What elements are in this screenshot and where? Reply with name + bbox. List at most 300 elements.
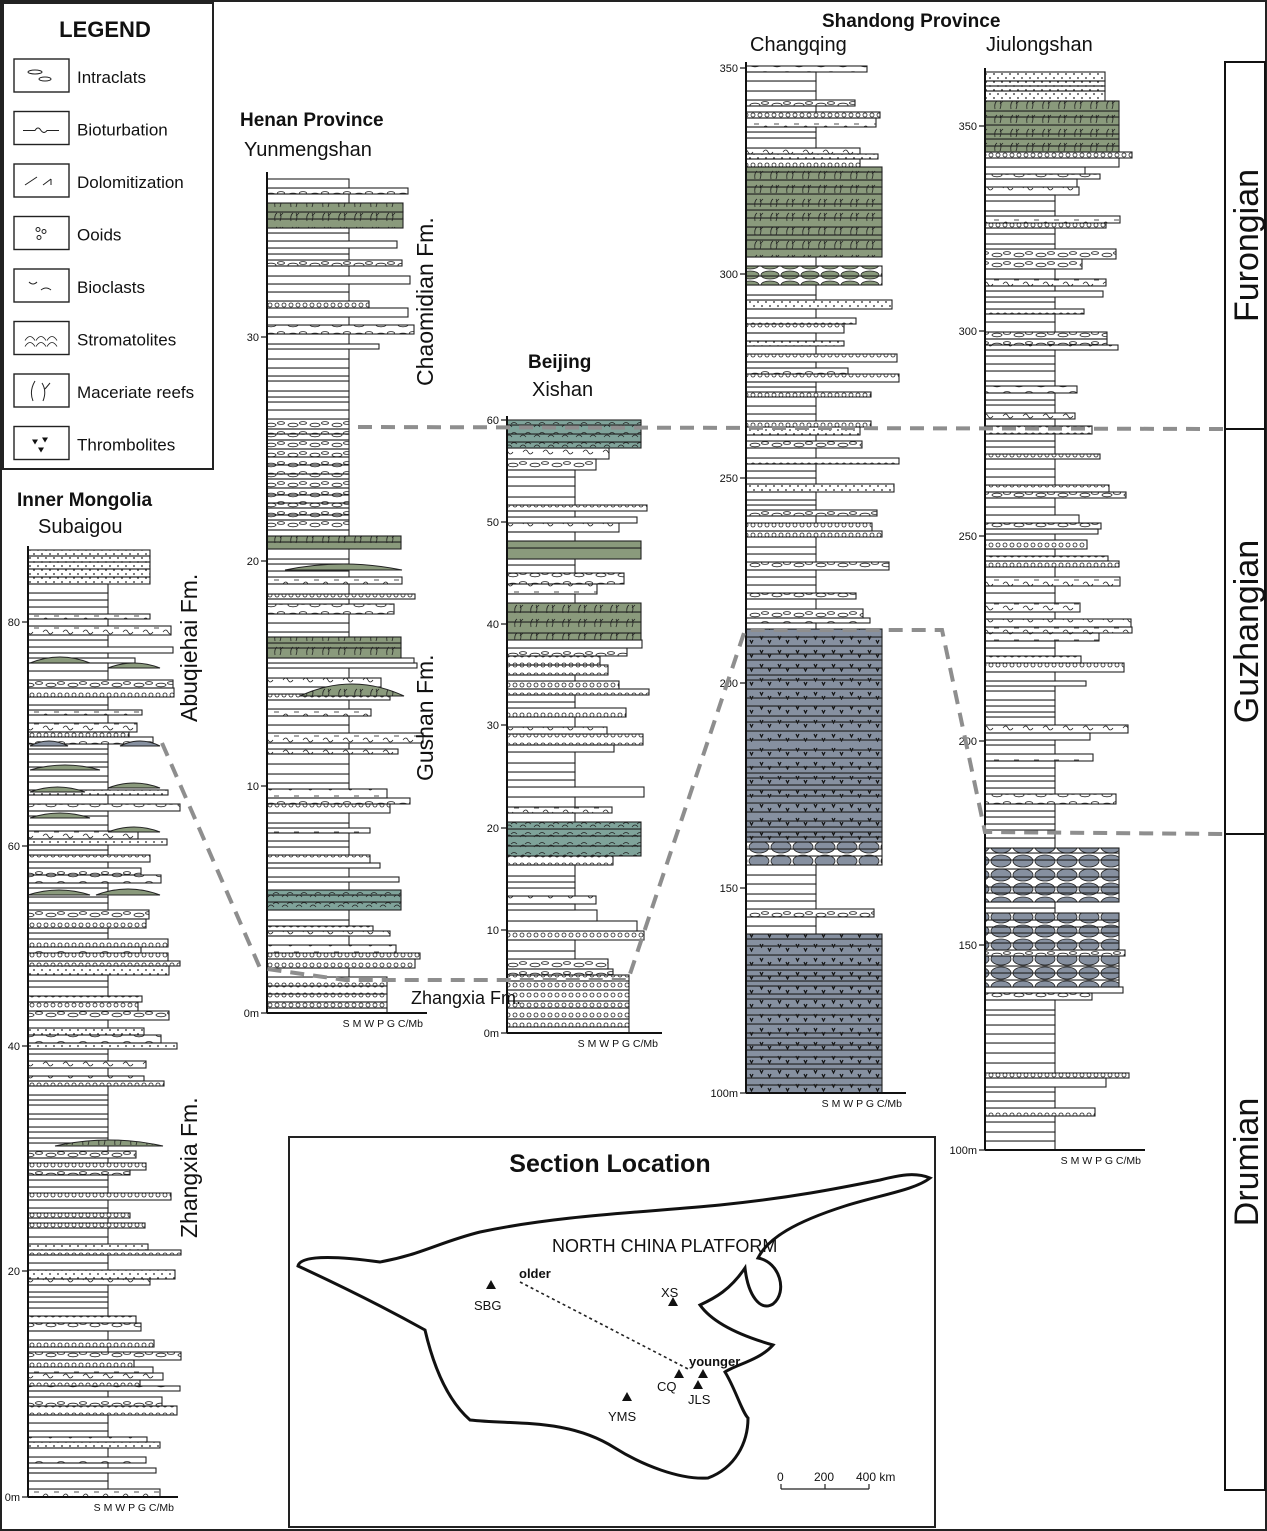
bed [267,515,349,520]
bed [746,865,816,875]
bed [28,710,142,715]
bed [28,1386,180,1391]
texture-axis-label: S M W P G C/Mb [577,1038,658,1050]
bed [746,758,882,767]
bed [746,986,882,994]
bed [507,829,641,836]
bed [28,640,108,647]
bed [28,1347,108,1352]
bed [28,1473,108,1481]
bed [28,1095,108,1100]
bed [985,223,1106,228]
bed [746,554,816,562]
bed [746,194,882,204]
bed [746,773,882,778]
bed [507,1001,629,1008]
bed [267,276,410,284]
bed [985,561,1119,567]
bed [267,902,401,910]
bed [28,795,108,804]
legend-swatch-dolomitization [14,164,69,197]
bed [985,286,1055,291]
bed [985,1015,1055,1025]
bed [746,599,816,609]
bed [28,1448,108,1457]
bed [267,391,349,397]
tick-label: 300 [958,326,977,338]
bed [746,926,816,934]
bed [28,1081,164,1086]
bed [746,1078,882,1085]
bed [985,540,1087,549]
bed [985,134,1119,139]
bed [28,1193,171,1200]
bed [28,1223,145,1228]
bed [507,695,575,702]
bed [746,946,882,955]
bed [746,406,816,414]
site-label-xs: XS [661,1285,679,1300]
tick-label: 0m [243,1008,259,1020]
bed [507,648,627,656]
bed [746,187,882,194]
bed [985,1116,1055,1122]
bed [507,797,575,807]
bed [28,1049,108,1054]
bed [507,780,575,787]
tick-label: 100m [949,1145,977,1157]
bed [985,117,1119,125]
bed [28,883,108,888]
lens-8 [108,827,160,832]
bed [985,824,1055,830]
bed [28,754,108,762]
bed [985,641,1055,648]
stage-label-furongian: Furongian [1228,168,1266,323]
bed [267,813,349,823]
column-subaigou [5,546,181,1514]
bed [28,1068,108,1076]
bed [28,1352,181,1360]
bed [267,953,420,959]
section-name-subaigou: Subaigou [38,516,123,538]
bed [28,1151,136,1158]
bed [985,1010,1055,1015]
bed [28,875,161,883]
bed [267,381,349,391]
bed [28,688,174,697]
bed [507,594,575,603]
bed [746,901,816,909]
bed [985,869,1119,877]
bed [746,577,816,585]
bed [985,980,1119,987]
bed [985,603,1080,612]
bed [267,890,401,895]
bed [985,125,1119,134]
bed [507,888,575,896]
bed [985,1025,1055,1034]
bed [28,897,108,903]
bed [746,821,882,827]
bed [985,966,1119,973]
bed [267,233,349,241]
bed [28,1270,175,1279]
bed [267,241,397,248]
bed [746,112,880,118]
bed [267,479,349,488]
bed [746,362,816,368]
bed [746,257,816,266]
bed [267,895,401,902]
bed [746,1008,882,1015]
bed [267,959,415,968]
bed [985,309,1084,314]
bed [746,562,889,570]
bed [28,732,129,737]
bed [267,774,349,783]
bed [267,709,371,716]
bed [985,943,1119,950]
bed [267,434,349,440]
bed [28,776,108,782]
bed [28,1263,108,1270]
legend-label-stromatolites: Stromatolites [77,330,177,350]
bed [985,201,1055,211]
bed [267,828,370,833]
bed [985,908,1055,913]
bed [28,1228,108,1237]
bed [267,488,349,495]
bed [507,497,575,505]
bed [28,550,150,556]
bed [28,1302,108,1308]
bed [507,702,575,708]
bed [985,987,1123,993]
bed [985,817,1055,824]
bed [746,127,816,132]
bed [985,523,1101,529]
bed [507,459,596,470]
bed [28,626,171,635]
bed [985,593,1055,603]
bed [28,1437,147,1442]
column-jiulongshan [949,68,1145,1167]
bed [267,743,349,749]
region-henan: Henan Province [240,110,384,131]
bed [28,910,149,919]
tick-label: 40 [486,619,499,631]
bed [507,665,608,675]
legend-label-ooids: Ooids [77,225,122,245]
bed [746,106,816,112]
bed [746,435,816,441]
bed [267,594,415,599]
bed [28,845,108,850]
bed [746,790,882,796]
bed [28,647,173,653]
bed [267,637,401,643]
bed [985,663,1124,672]
bed [985,249,1116,259]
bed [746,827,882,832]
section-name-xishan: Xishan [532,379,594,401]
bed [985,549,1055,556]
bed [267,863,380,868]
bed [507,931,644,940]
bed [985,302,1055,309]
bed [267,847,349,855]
bed [267,700,349,709]
bed [28,1132,108,1138]
region-inner-mongolia: Inner Mongolia [17,490,153,511]
tick-label: 60 [486,415,499,427]
bed [746,167,882,172]
bed [267,188,408,194]
bed [28,1489,160,1497]
bed [267,429,349,434]
bed [746,585,816,593]
bed [985,1034,1055,1043]
bed [985,454,1100,459]
bed [746,660,882,668]
bed [746,397,816,406]
bed [985,933,1119,943]
bed [746,159,860,167]
bed [267,212,403,219]
bed [28,1367,153,1373]
bed [267,663,417,668]
bed [507,517,637,523]
tick-label: 30 [246,332,259,344]
bed [267,349,349,359]
bed [267,910,349,920]
bed [267,402,349,410]
bed [985,339,1107,345]
bed [746,448,816,458]
bed [985,586,1055,593]
tick-label: 10 [486,925,499,937]
bed [746,832,882,837]
bed [985,434,1055,441]
bed [985,804,1055,811]
bed [28,804,180,811]
bed [28,584,108,593]
bed [507,959,608,969]
bed [267,359,349,368]
bed [507,865,575,876]
tick-label: 20 [7,1266,20,1278]
bed [28,855,150,862]
bed [267,931,390,936]
bed [28,947,141,953]
bed [267,823,349,828]
bed [746,500,816,505]
older-label: older [519,1266,551,1281]
bed [28,862,108,868]
legend-label-maceriate: Maceriate reefs [77,383,195,402]
bed [507,981,629,990]
bed [28,614,150,619]
bed [28,953,168,961]
bed [985,167,1085,174]
bed [746,516,816,523]
bed [985,381,1055,386]
bed [28,1331,108,1340]
column-xishan [484,415,662,1050]
bed [28,562,150,569]
bed [746,458,899,464]
legend-swatch-maceriate [14,374,69,407]
lens-6 [108,783,160,788]
bed [985,927,1119,933]
bed [267,260,402,266]
bed [985,413,1075,419]
bed [267,936,349,945]
tick-label: 20 [486,823,499,835]
bed [746,505,816,510]
bed [28,1481,108,1489]
bed [28,961,180,966]
bed [28,1292,108,1297]
legend-swatch-bioturbation [14,112,69,145]
formation-zhangxia-henan: Zhangxia Fm. [411,988,522,1008]
legend-swatch-bioclasts [14,269,69,302]
bed [267,266,349,276]
bed [507,689,649,695]
bed [267,623,349,632]
bed [985,893,1119,902]
bed [985,712,1055,717]
bed [507,813,575,822]
bed [746,680,882,689]
bed [267,716,349,725]
section-name-yunmengshan: Yunmengshan [244,139,372,161]
tick-label: 200 [719,678,738,690]
bed [985,700,1055,706]
section-name-changqing: Changqing [750,34,847,56]
bed [507,745,614,752]
bed [985,1132,1055,1141]
bed [507,1008,629,1019]
bed [267,764,349,774]
bed [985,477,1055,485]
younger-label: younger [689,1354,741,1369]
bed [985,101,1119,111]
bed [985,717,1055,725]
bed [28,1035,161,1043]
bed [746,148,860,154]
section-location-map [289,1137,935,1527]
bed [28,1127,108,1132]
bed [28,1105,108,1114]
bed [746,227,882,235]
bed [507,708,626,717]
tick-label: 350 [719,63,738,75]
bed [507,734,643,745]
bed [746,1038,882,1045]
bed [985,686,1055,691]
bed [28,1316,136,1323]
bed [507,486,575,497]
bed [507,633,641,640]
bed [28,850,108,855]
bed [28,1011,169,1020]
bed [28,1054,108,1061]
bed [746,1045,882,1050]
bed [28,1218,108,1223]
bed [507,622,641,633]
bed [28,607,108,614]
bed [267,783,349,789]
bed [985,556,1108,561]
bed [267,503,349,508]
bed [507,434,641,442]
bed [28,705,108,710]
bed [267,632,349,637]
bed [985,956,1119,966]
bed [507,846,641,856]
bed [507,752,575,763]
column-changqing [710,62,906,1110]
bed [267,228,349,233]
bed [507,1019,629,1027]
legend [3,3,213,469]
stage-label-drumian: Drumian [1228,1097,1266,1227]
bed [28,996,142,1002]
bed [267,248,349,254]
bed [507,856,613,865]
bed [28,825,108,831]
bed [28,697,108,705]
formation-gushan: Gushan Fm. [412,654,438,781]
bed [985,740,1055,745]
bed [28,933,108,939]
bed [28,1175,108,1180]
bed [28,966,169,975]
bed [267,926,373,931]
bed [267,668,349,678]
bed [28,1431,108,1437]
bed [28,1119,108,1127]
bed [28,671,108,680]
tick-label: 200 [958,736,977,748]
bed [507,763,575,772]
bed [267,725,349,733]
bed [28,715,108,723]
bed [746,796,882,803]
bed [28,1380,140,1386]
bed [985,259,1082,269]
bed [28,1323,141,1331]
bed [746,382,816,387]
bed [746,894,816,901]
bed [28,1340,154,1347]
bed [28,1373,163,1380]
bed [985,706,1055,712]
bed [267,920,349,926]
bed [985,111,1119,117]
bed [985,216,1120,223]
bed [985,72,1105,81]
bed [985,627,1132,633]
region-beijing: Beijing [528,352,592,373]
bed [746,354,897,362]
bed [267,376,349,381]
bed [746,675,882,680]
site-label-sbg: SBG [474,1298,502,1313]
bed [985,913,1119,920]
